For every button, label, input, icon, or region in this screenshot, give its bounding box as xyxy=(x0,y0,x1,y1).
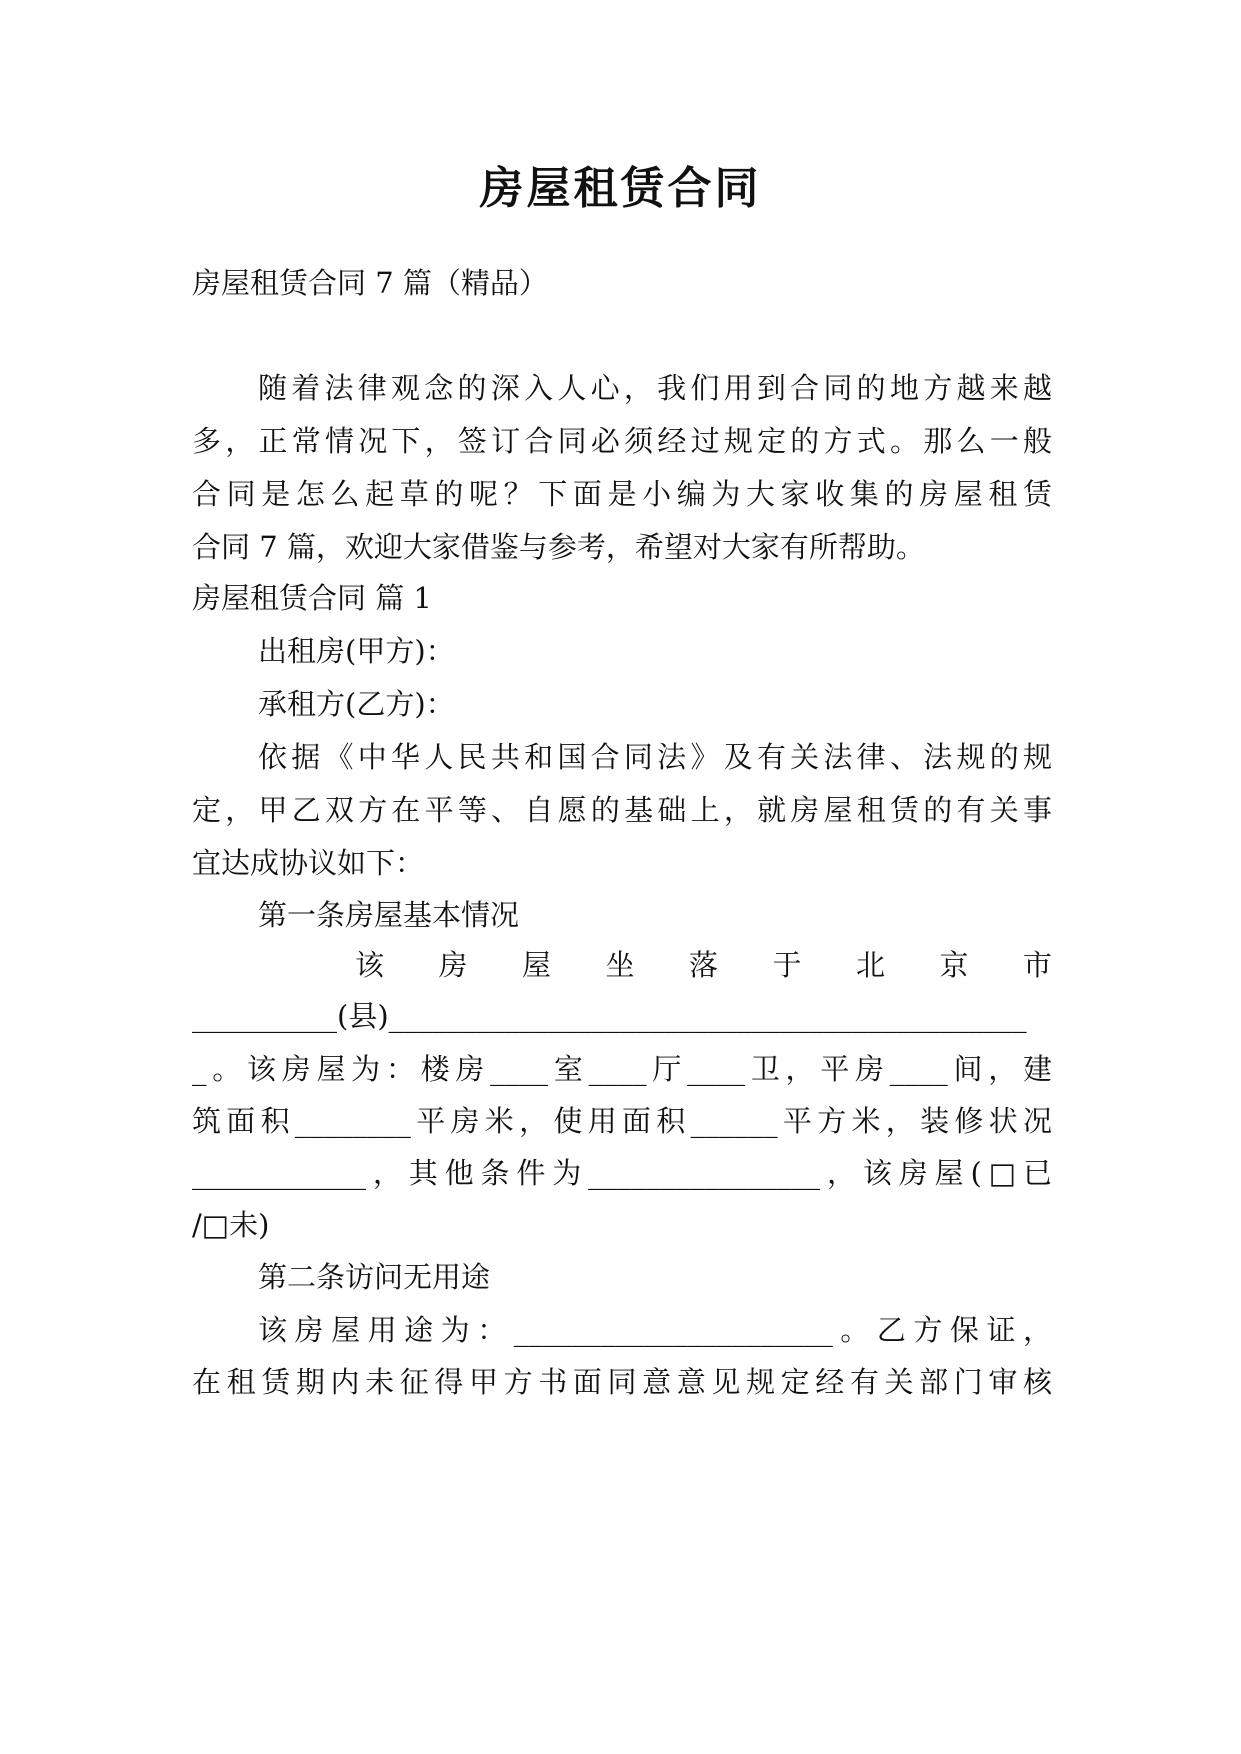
body-line: /□未) xyxy=(192,1208,270,1242)
section-heading: 房屋租赁合同 篇 1 xyxy=(192,581,432,615)
party-a-line: 出租房(甲方)： xyxy=(258,634,455,668)
body-line: 宜达成协议如下： xyxy=(192,846,425,880)
body-line: 该房屋用途为：______________________。乙方保证， xyxy=(258,1313,1052,1347)
party-b-line: 承租方(乙方)： xyxy=(258,687,455,721)
body-line: 依据《中华人民共和国合同法》及有关法律、法规的规 xyxy=(258,740,1052,774)
body-line: 定，甲乙双方在平等、自愿的基础上，就房屋租赁的有关事 xyxy=(192,793,1052,827)
body-line: 该 房 屋 坐 落 于 北 京 市 xyxy=(355,948,1052,982)
body-line: __________(县)____________________________________________ xyxy=(192,999,1027,1033)
document-subtitle: 房屋租赁合同 7 篇（精品） xyxy=(192,266,548,300)
intro-line: 合同是怎么起草的呢？下面是小编为大家收集的房屋租赁 xyxy=(192,477,1052,511)
intro-line: 多，正常情况下，签订合同必须经过规定的方式。那么一般 xyxy=(192,424,1052,458)
intro-line: 合同 7 篇，欢迎大家借鉴与参考，希望对大家有所帮助。 xyxy=(192,530,925,564)
body-line: 筑面积________平房米，使用面积______平方米，装修状况 xyxy=(192,1104,1052,1138)
body-line: _。该房屋为：楼房____室____厅____卫，平房____间，建 xyxy=(192,1052,1052,1086)
article-heading: 第二条访问无用途 xyxy=(258,1260,491,1294)
document-title: 房屋租赁合同 xyxy=(479,163,762,214)
article-heading: 第一条房屋基本情况 xyxy=(258,898,520,932)
body-line: 在租赁期内未征得甲方书面同意意见规定经有关部门审核 xyxy=(192,1365,1052,1399)
body-line: ____________，其他条件为________________，该房屋(□已 xyxy=(192,1156,1052,1190)
intro-line: 随着法律观念的深入人心，我们用到合同的地方越来越 xyxy=(258,371,1052,405)
